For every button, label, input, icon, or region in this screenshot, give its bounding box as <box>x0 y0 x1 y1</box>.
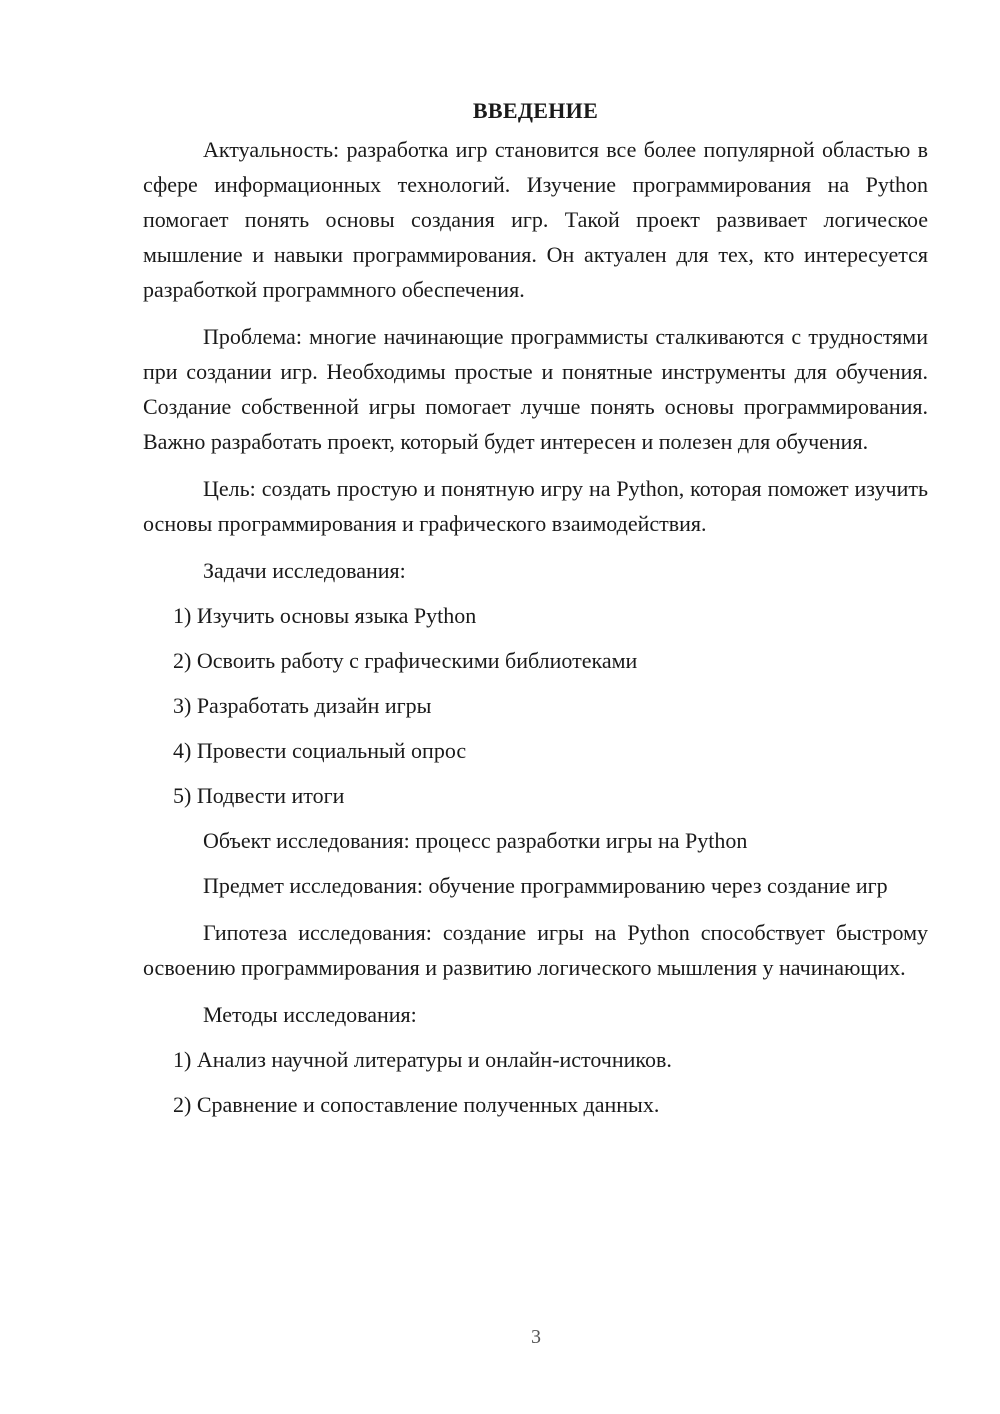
paragraph-subject: Предмет исследования: обучение программированию через создание игр <box>203 873 888 898</box>
page-number: 3 <box>531 1326 541 1348</box>
document-page <box>143 90 928 1132</box>
paragraph-problem: Проблема: многие начинающие программисты сталкиваются с трудностями при создании игр. Необходимы простые и понятные инструменты для обучения. Создание собственной игры помогает лучше понять основы программирования. Важно разработать проект, который будет интересен и полезен для обучения. <box>143 324 928 454</box>
list-item: 2) Сравнение и сопоставление полученных данных. <box>173 1092 660 1117</box>
list-item: 1) Анализ научной литературы и онлайн-источников. <box>173 1047 672 1072</box>
paragraph-object: Объект исследования: процесс разработки игры на Python <box>203 828 748 853</box>
list-item: 4) Провести социальный опрос <box>173 738 467 763</box>
paragraph-goal: Цель: создать простую и понятную игру на Python, которая поможет изучить основы программирования и графического взаимодействия. <box>143 476 928 536</box>
list-item: 2) Освоить работу с графическими библиотеками <box>173 648 638 673</box>
paragraph-hypothesis: Гипотеза исследования: создание игры на Python способствует быстрому освоению программирования и развитию логического мышления у начинающих. <box>143 920 928 980</box>
list-item: 5) Подвести итоги <box>173 783 345 808</box>
section-heading: ВВЕДЕНИЕ <box>472 98 599 123</box>
methods-label: Методы исследования: <box>203 1002 417 1027</box>
methods-list <box>143 1042 928 1122</box>
tasks-list <box>143 598 928 813</box>
paragraph-relevance: Актуальность: разработка игр становится все более популярной областью в сфере информационных технологий. Изучение программирования на Python помогает понять основы создания игр. Такой проект развивает логическое мышление и навыки программирования. Он актуален для тех, кто интересуется разработкой программного обеспечения. <box>143 137 928 302</box>
tasks-label: Задачи исследования: <box>203 558 406 583</box>
list-item: 3) Разработать дизайн игры <box>173 693 432 718</box>
list-item: 1) Изучить основы языка Python <box>173 603 477 628</box>
